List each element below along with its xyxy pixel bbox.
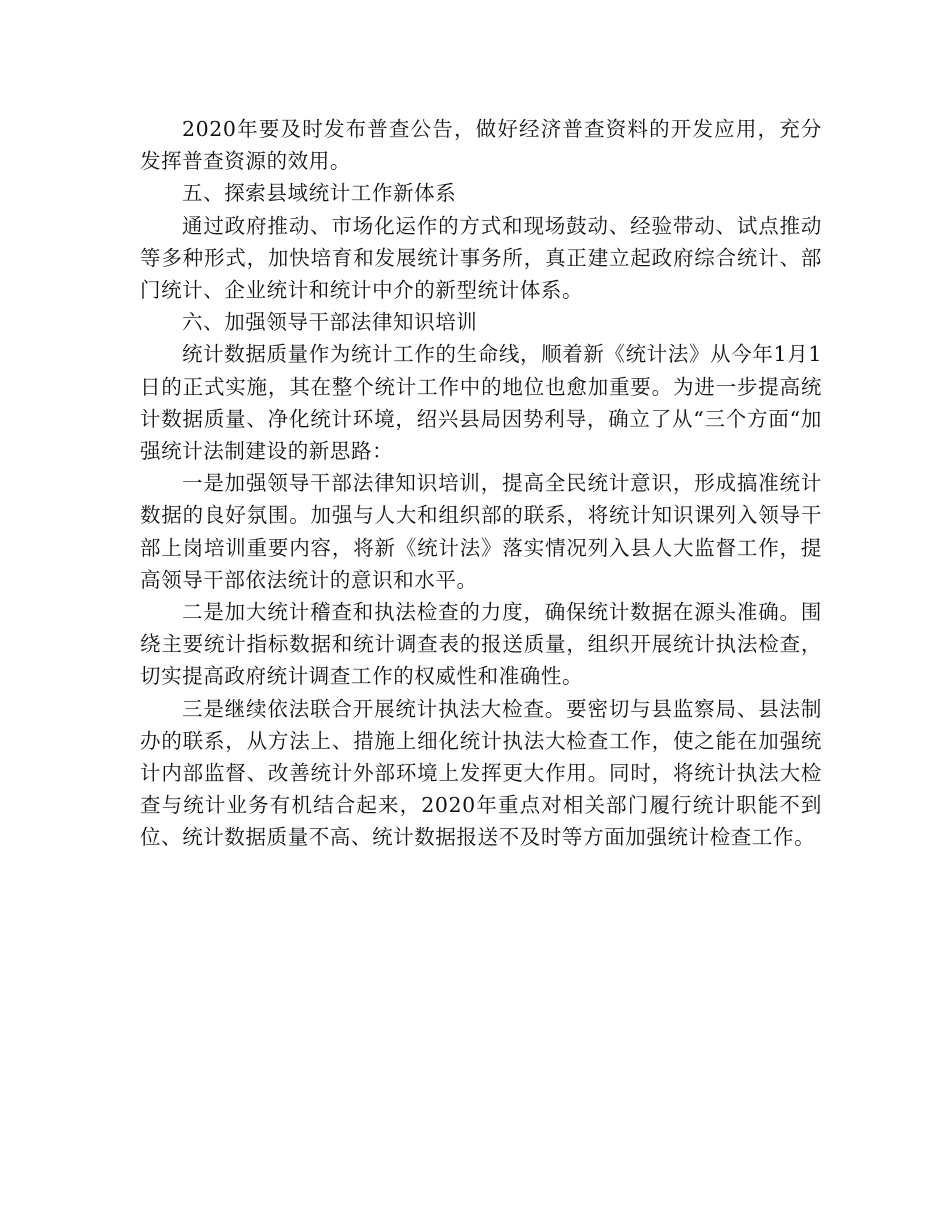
section-heading-5: 五、探索县域统计工作新体系 — [182, 181, 457, 206]
paragraph-data-quality: 统计数据质量作为统计工作的生命线，顺着新《统计法》从今年1月1日的正式实施，其在整个统计工作中的地位也愈加重要。为进一步提高统计数据质量、净化统计环境，绍兴县局因势利导，确立了从“三个方面“加强统计法制建设的新思路： — [140, 342, 822, 464]
paragraph-point-one: 一是加强领导干部法律知识培训，提高全民统计意识，形成搞准统计数据的良好氛围。加强与人大和组织部的联系，将统计知识课列入领导干部上岗培训重要内容，将新《统计法》落实情况列入县人大监督工作，提高领导干部依法统计的意识和水平。 — [140, 471, 822, 592]
paragraph-point-two: 二是加大统计稽查和执法检查的力度，确保统计数据在源头准确。围绕主要统计指标数据和统计调查表的报送质量，组织开展统计执法检查，切实提高政府统计调查工作的权威性和准确性。 — [140, 600, 822, 689]
paragraph-census-announcement: 2020年要及时发布普查公告，做好经济普查资料的开发应用，充分发挥普查资源的效用。 — [140, 117, 822, 174]
paragraph-point-three: 三是继续依法联合开展统计执法大检查。要密切与县监察局、县法制办的联系，从方法上、措施上细化统计执法大检查工作，使之能在加强统计内部监督、改善统计外部环境上发挥更大作用。同时，将统计执法大检查与统计业务有机结合起来，2020年重点对相关部门履行统计职能不到位、统计数据质量不高、统计数据报送不及时等方面加强统计检查工作。 — [140, 696, 822, 850]
document-body — [140, 113, 822, 854]
paragraph-statistics-system: 通过政府推动、市场化运作的方式和现场鼓动、经验带动、试点推动等多种形式，加快培育和发展统计事务所，真正建立起政府综合统计、部门统计、企业统计和统计中介的新型统计体系。 — [140, 213, 822, 303]
section-heading-6: 六、加强领导干部法律知识培训 — [182, 310, 478, 335]
